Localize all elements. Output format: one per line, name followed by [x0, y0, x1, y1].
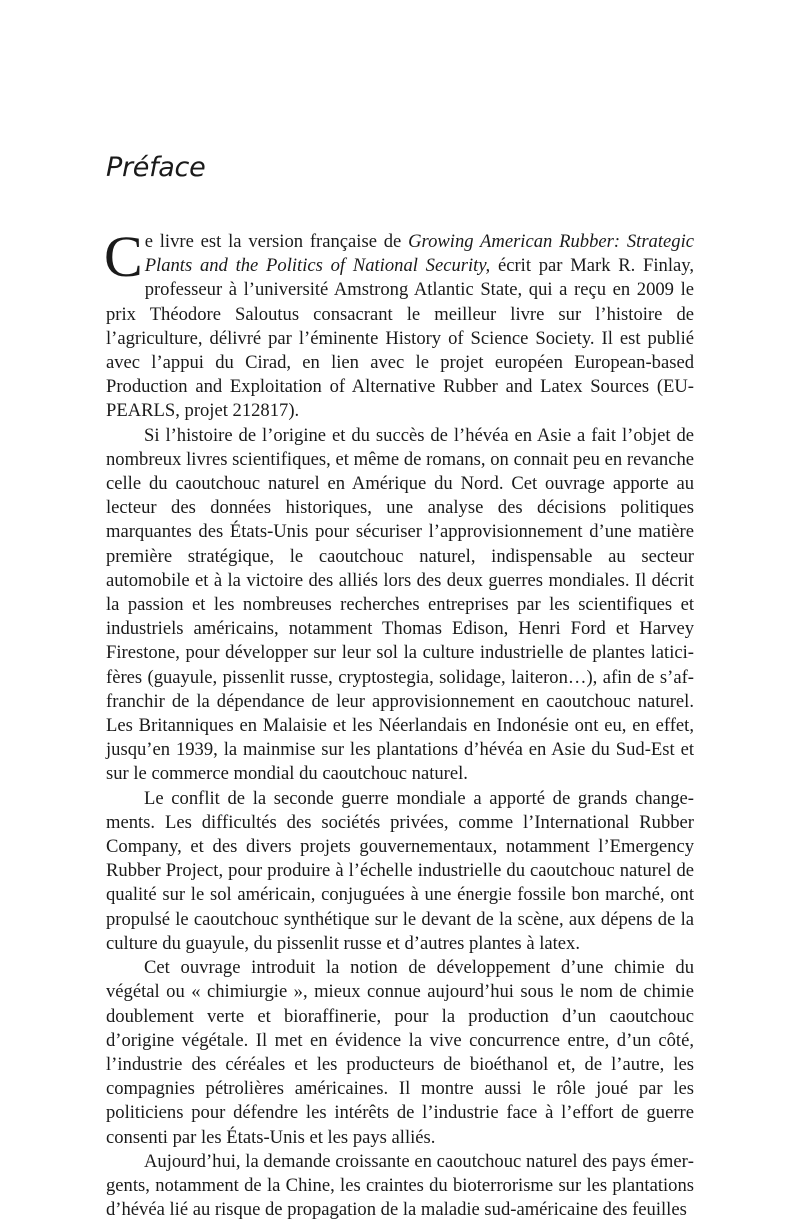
paragraph-1-text-a: e livre est la version française de [144, 231, 409, 252]
paragraph-1-text-b: écrit par Mark R. Finlay, professeur à l’université Amstrong Atlantic State, qui a reçu en 2009 le prix Théodore Saloutus consacrant le meilleur livre sur l’histoire de l’agriculture, délivré par l’éminente History of Science Society. Il est publié avec l’appui du Cirad, en lien avec le projet européen European-based Production and Exploitation of Alternative Rubber and Latex Sources (EU-PEARLS, projet 212817). [106, 255, 694, 422]
book-title-italic: Growing American Rubber: Strategic Plants and the Politics of National Security, [144, 231, 694, 277]
preface-body [104, 224, 694, 1222]
paragraph-3: Le conflit de la seconde guerre mondiale a apporté de grands changements. Les difficultés des sociétés privées, comme l’International Rubber Company, et des divers projets gouvernementaux, notamment l’Emergency Rubber Project, pour produire à l’échelle industrielle du caoutchouc naturel de qualité sur le sol américain, conjuguées à une énergie fossile bon marché, ont propulsé le caoutchouc synthétique sur le devant de la scène, aux dépens de la culture du guayule, du pissenlit russe et d’autres plantes à latex. [106, 787, 694, 954]
paragraph-4: Cet ouvrage introduit la notion de développement d’une chimie du végétal ou « chimiurgie », mieux connue aujourd’hui sous le nom de chimie doublement verte et bioraffinerie, pour la production d’un caoutchouc d’origine végétale. Il met en évidence la vive concurrence entre, d’un côté, l’industrie des céréales et les producteurs de bioéthanol et, de l’autre, les compagnies pétrolières américaines. Il montre aussi le rôle joué par les politiciens pour défendre les intérêts de l’industrie face à l’effort de guerre consenti par les États-Unis et les pays alliés. [106, 957, 694, 1148]
drop-cap: C [104, 224, 143, 289]
paragraph-5: Aujourd’hui, la demande croissante en caoutchouc naturel des pays émergents, notamment de la Chine, les craintes du bioterrorisme sur les plantations d’hévéa lié au risque de propagation de la maladie sud-américaine des feuilles [106, 1150, 694, 1221]
paragraph-1 [104, 224, 694, 424]
paragraph-2: Si l’histoire de l’origine et du succès de l’hévéa en Asie a fait l’objet de nombreux livres scientifiques, et même de romans, on connait peu en revanche celle du caoutchouc naturel en Amérique du Nord. Cet ouvrage apporte au lecteur des données historiques, une analyse des décisions politiques marquantes des États-Unis pour sécuriser l’approvisionnement d’une matière première stratégique, le caoutchouc naturel, indispensable au secteur automobile et à la victoire des alliés lors des deux guerres mondiales. Il décrit la passion et les nombreuses recherches entreprises par les scientifiques et industriels américains, notamment Thomas Edison, Henri Ford et Harvey Firestone, pour développer sur leur sol la culture industrielle de plantes laticifères (guayule, pissenlit russe, cryptostegia, solidage, laiteron…), afin de s’affranchir de la dépendance de leur approvisionnement en caoutchouc naturel. Les Britanniques en Malaisie et les Néerlandais en Indonésie ont eu, en effet, jusqu’en 1939, la mainmise sur les plantations d’hévéa en Asie du Sud-Est et sur le commerce mondial du caoutchouc naturel. [106, 424, 694, 785]
page-title: Préface [106, 152, 206, 183]
